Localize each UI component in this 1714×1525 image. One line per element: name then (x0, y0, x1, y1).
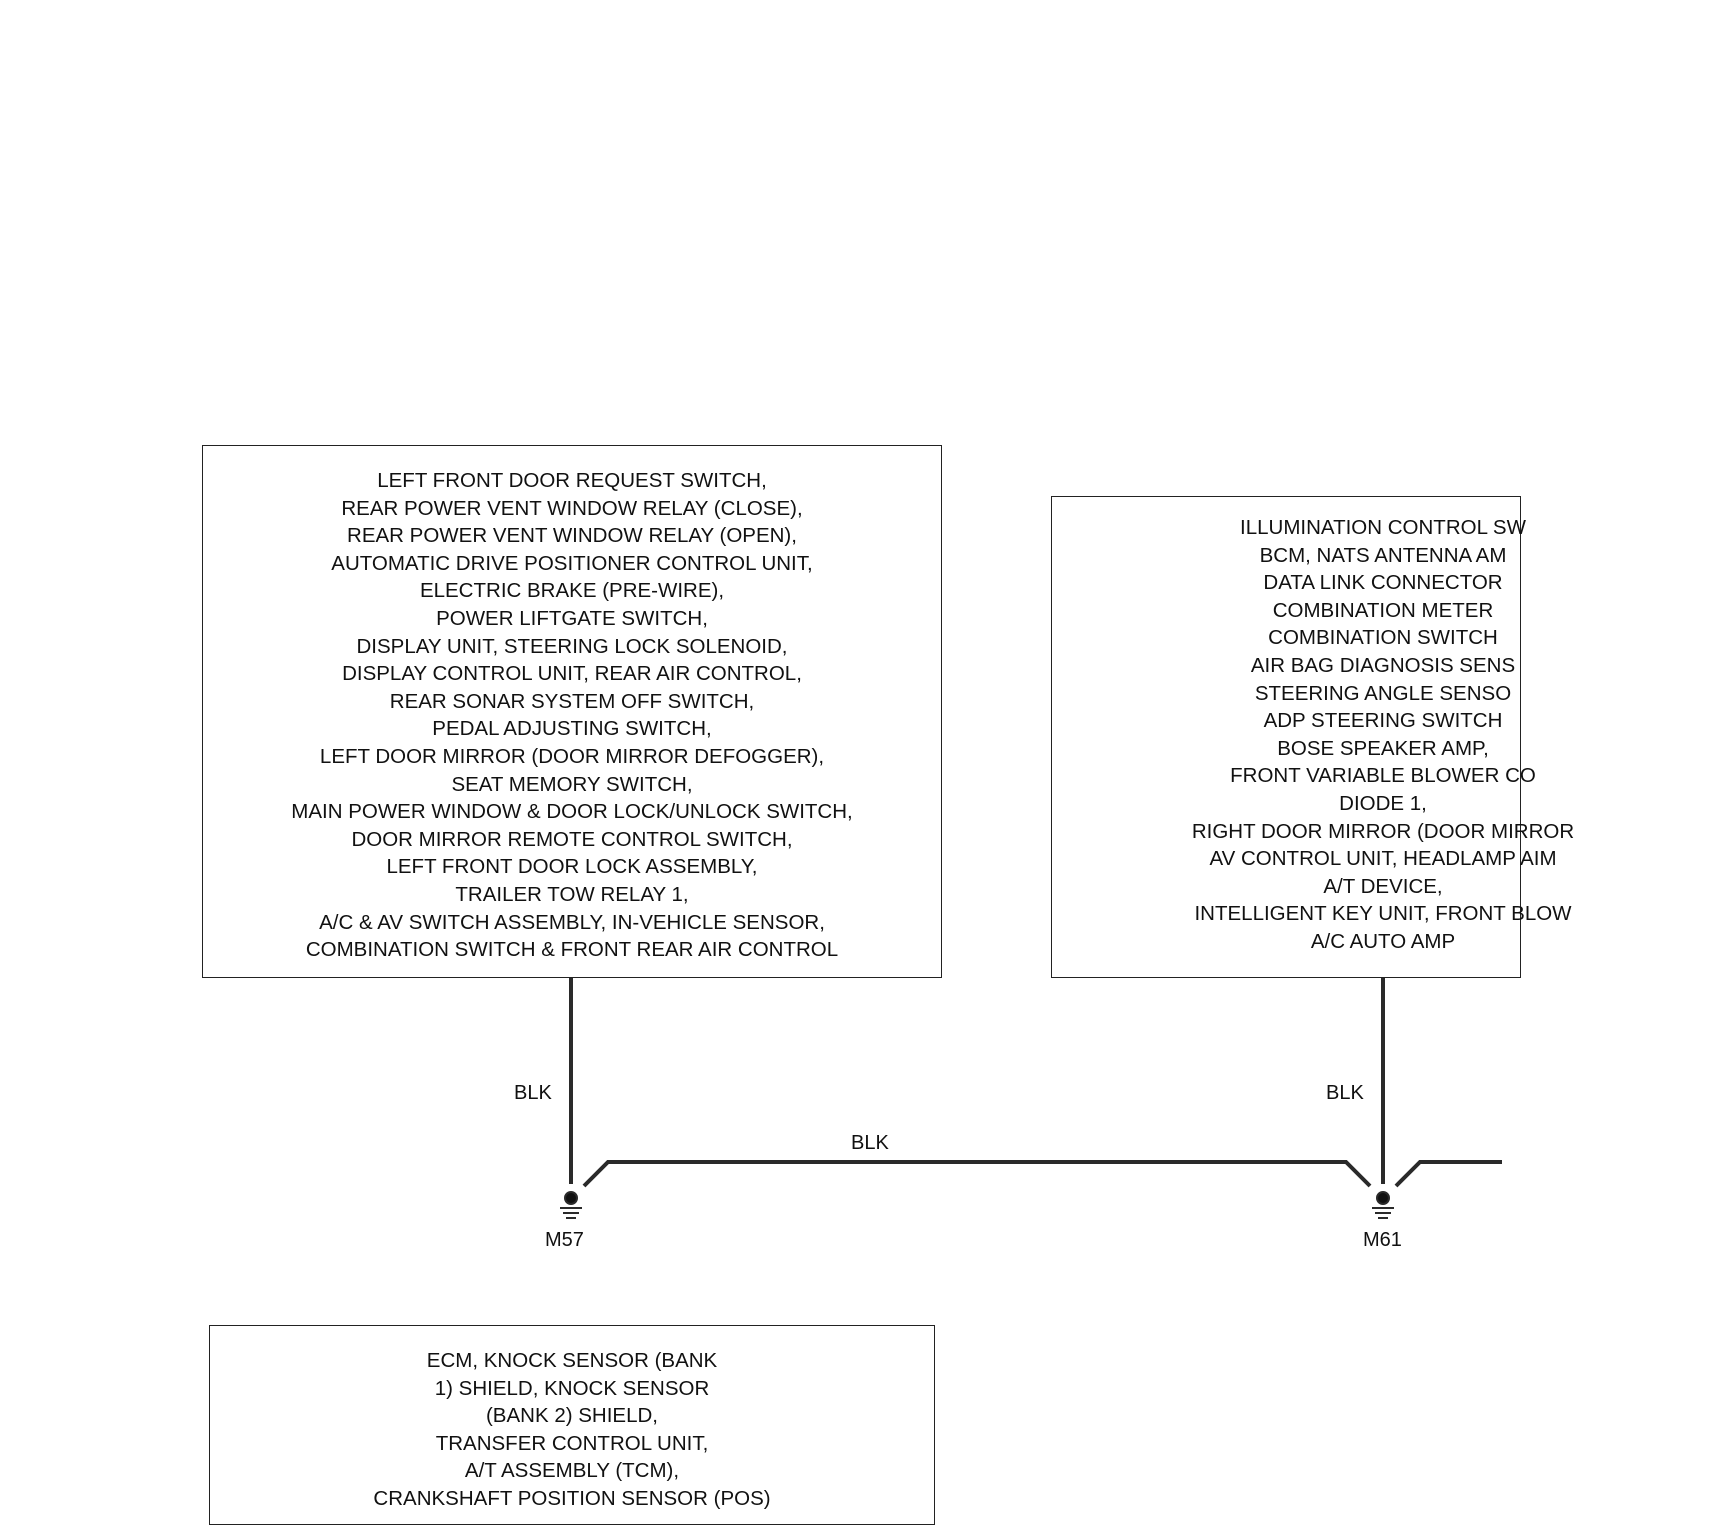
component-line: ELECTRIC BRAKE (PRE-WIRE), (419, 579, 725, 603)
wire-color-label-right: BLK (1326, 1082, 1364, 1104)
component-line: TRAILER TOW RELAY 1, (455, 882, 689, 906)
component-line: DISPLAY UNIT, STEERING LOCK SOLENOID, (356, 634, 788, 658)
component-line: A/T ASSEMBLY (TCM), (464, 1459, 680, 1483)
ground-symbol-m57 (560, 1192, 582, 1218)
component-line: SEAT MEMORY SWITCH, (451, 772, 693, 796)
component-line: MAIN POWER WINDOW & DOOR LOCK/UNLOCK SWITCH, (291, 800, 853, 824)
component-line: DATA LINK CONNECTOR (1263, 571, 1503, 595)
component-line: COMBINATION METER (1272, 598, 1494, 622)
component-line: AUTOMATIC DRIVE POSITIONER CONTROL UNIT, (331, 551, 813, 575)
component-line: BOSE SPEAKER AMP, (1277, 736, 1489, 760)
component-list-left (203, 467, 941, 964)
component-line: STEERING ANGLE SENSO (1254, 681, 1512, 705)
ground-node-m57 (565, 1192, 577, 1204)
component-line: AV CONTROL UNIT, HEADLAMP AIM (1209, 847, 1557, 871)
component-line: DISPLAY CONTROL UNIT, REAR AIR CONTROL, (342, 662, 802, 686)
component-line: ECM, KNOCK SENSOR (BANK (426, 1349, 718, 1372)
component-line: AIR BAG DIAGNOSIS SENS (1250, 653, 1516, 677)
ground-label-m57: M57 (545, 1229, 584, 1251)
component-line: A/C AUTO AMP (1310, 929, 1456, 953)
component-line: FRONT VARIABLE BLOWER CO (1230, 764, 1536, 788)
component-line: BCM, NATS ANTENNA AM (1259, 543, 1507, 567)
component-line: ILLUMINATION CONTROL SW (1240, 516, 1526, 539)
component-line: LEFT FRONT DOOR LOCK ASSEMBLY, (386, 855, 758, 879)
component-line: REAR SONAR SYSTEM OFF SWITCH, (389, 689, 755, 713)
component-line: TRANSFER CONTROL UNIT, (435, 1431, 709, 1455)
component-line: COMBINATION SWITCH (1268, 626, 1498, 650)
component-line: (BANK 2) SHIELD, (485, 1404, 659, 1428)
component-line: CRANKSHAFT POSITION SENSOR (POS) (373, 1486, 771, 1510)
component-line: DIODE 1, (1339, 791, 1427, 815)
wire-bus (584, 1162, 1370, 1186)
component-box-bottom (209, 1325, 935, 1525)
wire-color-label-bus: BLK (851, 1132, 889, 1154)
component-line: A/C & AV SWITCH ASSEMBLY, IN-VEHICLE SENSOR, (319, 910, 825, 934)
wire-color-label-left: BLK (514, 1082, 552, 1104)
ground-node-m61 (1377, 1192, 1389, 1204)
component-list-bottom (210, 1347, 934, 1513)
component-box-right (1051, 496, 1575, 978)
wire-bus-continuation (1396, 1162, 1502, 1186)
component-line: LEFT DOOR MIRROR (DOOR MIRROR DEFOGGER), (319, 744, 825, 768)
ground-label-m61: M61 (1363, 1229, 1402, 1251)
component-line: RIGHT DOOR MIRROR (DOOR MIRROR (1191, 819, 1575, 843)
component-line: A/T DEVICE, (1323, 874, 1443, 898)
component-line: POWER LIFTGATE SWITCH, (436, 606, 708, 630)
component-line: COMBINATION SWITCH & FRONT REAR AIR CONTROL (305, 938, 839, 962)
component-line: LEFT FRONT DOOR REQUEST SWITCH, (377, 469, 767, 492)
component-list-right (1052, 514, 1714, 956)
component-line: 1) SHIELD, KNOCK SENSOR (434, 1376, 710, 1400)
component-line: INTELLIGENT KEY UNIT, FRONT BLOW (1194, 902, 1572, 926)
ground-symbol-m61 (1372, 1192, 1394, 1218)
component-line: PEDAL ADJUSTING SWITCH, (432, 717, 712, 741)
component-line: REAR POWER VENT WINDOW RELAY (CLOSE), (341, 496, 803, 520)
component-line: REAR POWER VENT WINDOW RELAY (OPEN), (347, 524, 797, 548)
component-line: DOOR MIRROR REMOTE CONTROL SWITCH, (351, 827, 793, 851)
component-box-left (202, 445, 942, 978)
component-line: ADP STEERING SWITCH (1263, 709, 1503, 733)
